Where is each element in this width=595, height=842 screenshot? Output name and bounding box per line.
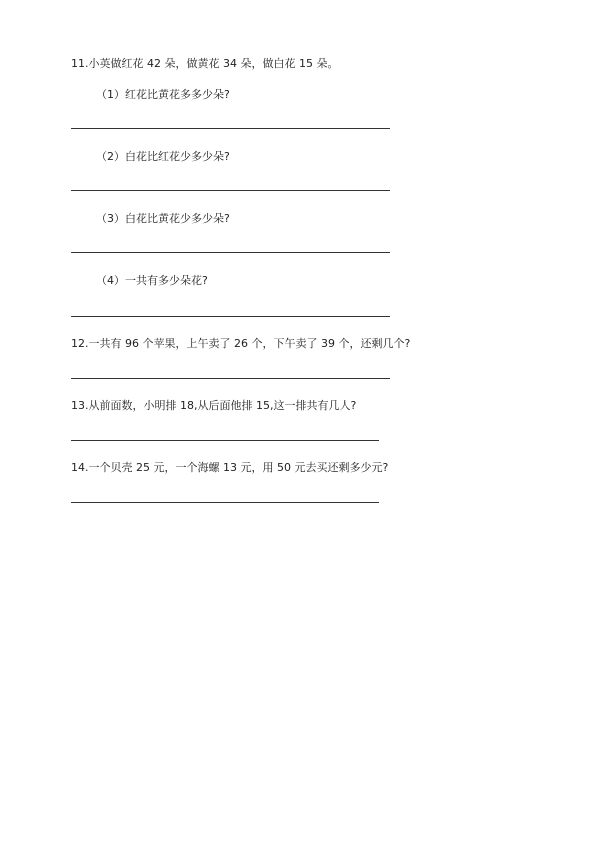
answer-line[interactable] (71, 190, 390, 191)
question-11-part-1 (96, 88, 230, 102)
question-12: 12.一共有 96 个苹果，上午卖了 26 个，下午卖了 39 个，还剩几个? (71, 337, 411, 350)
part-number: （2） (96, 150, 125, 163)
part-text: 一共有多少朵花? (125, 274, 208, 287)
part-text: 白花比黄花少多少朵? (125, 212, 230, 225)
question-11-part-3 (96, 212, 230, 226)
question-11: 11.小英做红花 42 朵，做黄花 34 朵，做白花 15 朵。 (71, 57, 339, 70)
answer-line[interactable] (71, 440, 379, 441)
answer-line[interactable] (71, 316, 390, 317)
question-14: 14.一个贝壳 25 元，一个海螺 13 元，用 50 元去买还剩多少元? (71, 461, 389, 474)
part-number: （4） (96, 274, 125, 287)
question-11-part-2 (96, 150, 230, 164)
part-number: （1） (96, 88, 125, 101)
answer-line[interactable] (71, 252, 390, 253)
part-text: 白花比红花少多少朵? (125, 150, 230, 163)
answer-line[interactable] (71, 502, 379, 503)
question-13: 13.从前面数，小明排 18,从后面他排 15,这一排共有几人? (71, 399, 357, 412)
question-11-part-4 (96, 274, 208, 288)
answer-line[interactable] (71, 128, 390, 129)
answer-line[interactable] (71, 378, 390, 379)
part-number: （3） (96, 212, 125, 225)
part-text: 红花比黄花多多少朵? (125, 88, 230, 101)
